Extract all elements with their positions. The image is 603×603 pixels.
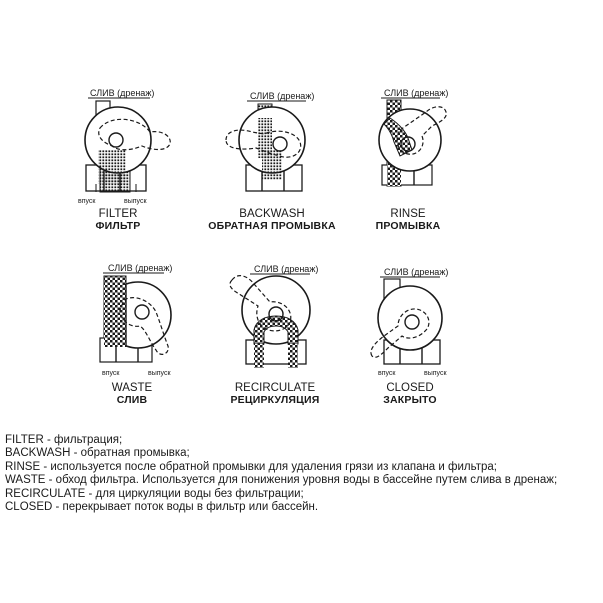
mode-ru-name: ЗАКРЫТО [383, 394, 437, 406]
mode-ru-name: РЕЦИРКУЛЯЦИЯ [230, 394, 320, 406]
outlet-label: выпуск [424, 370, 447, 377]
mode-en-name: BACKWASH [239, 208, 305, 220]
drain-label: СЛИВ (дренаж) [250, 91, 315, 101]
mode-ru-name: ОБРАТНАЯ ПРОМЫВКА [208, 220, 336, 232]
legend-line-recirculate: RECIRCULATE - для циркуляции воды без фильтрации; [5, 487, 304, 500]
legend-line-backwash: BACKWASH - обратная промывка; [5, 447, 190, 460]
outlet-label: выпуск [148, 370, 171, 377]
mode-en-name: CLOSED [386, 382, 434, 394]
mode-backwash [208, 91, 336, 232]
mode-recirculate [230, 264, 320, 406]
drain-label: СЛИВ (дренаж) [108, 263, 173, 273]
outlet-label: выпуск [124, 198, 147, 205]
mode-en-name: WASTE [111, 382, 153, 394]
legend-line-closed: CLOSED - перекрывает поток воды в фильтр или бассейн. [5, 501, 319, 514]
mode-en-name: RINSE [390, 208, 426, 220]
mode-filter [78, 88, 170, 232]
drain-label: СЛИВ (дренаж) [384, 267, 449, 277]
legend-line-waste: WASTE - обход фильтра. Используется для понижения уровня воды в бассейне путем слива в дренаж; [5, 474, 558, 487]
mode-ru-name: ПРОМЫВКА [375, 220, 441, 232]
inlet-label: впуск [78, 198, 96, 205]
mode-waste [100, 263, 172, 406]
mode-legend [5, 434, 603, 514]
drain-label: СЛИВ (дренаж) [384, 88, 449, 98]
legend-line-filter: FILTER - фильтрация; [5, 434, 123, 446]
inlet-label: впуск [378, 370, 396, 377]
drain-label: СЛИВ (дренаж) [90, 88, 155, 98]
drain-label: СЛИВ (дренаж) [254, 264, 319, 274]
mode-ru-name: ФИЛЬТР [95, 220, 141, 232]
mode-ru-name: СЛИВ [116, 394, 148, 406]
mode-en-name: RECIRCULATE [234, 382, 316, 394]
legend-line-rinse: RINSE - используется после обратной промывки для удаления грязи из клапана и фильтра; [5, 460, 497, 473]
mode-en-name: FILTER [98, 208, 138, 220]
mode-closed [371, 267, 448, 406]
mode-rinse [376, 88, 449, 232]
inlet-label: впуск [102, 370, 120, 377]
